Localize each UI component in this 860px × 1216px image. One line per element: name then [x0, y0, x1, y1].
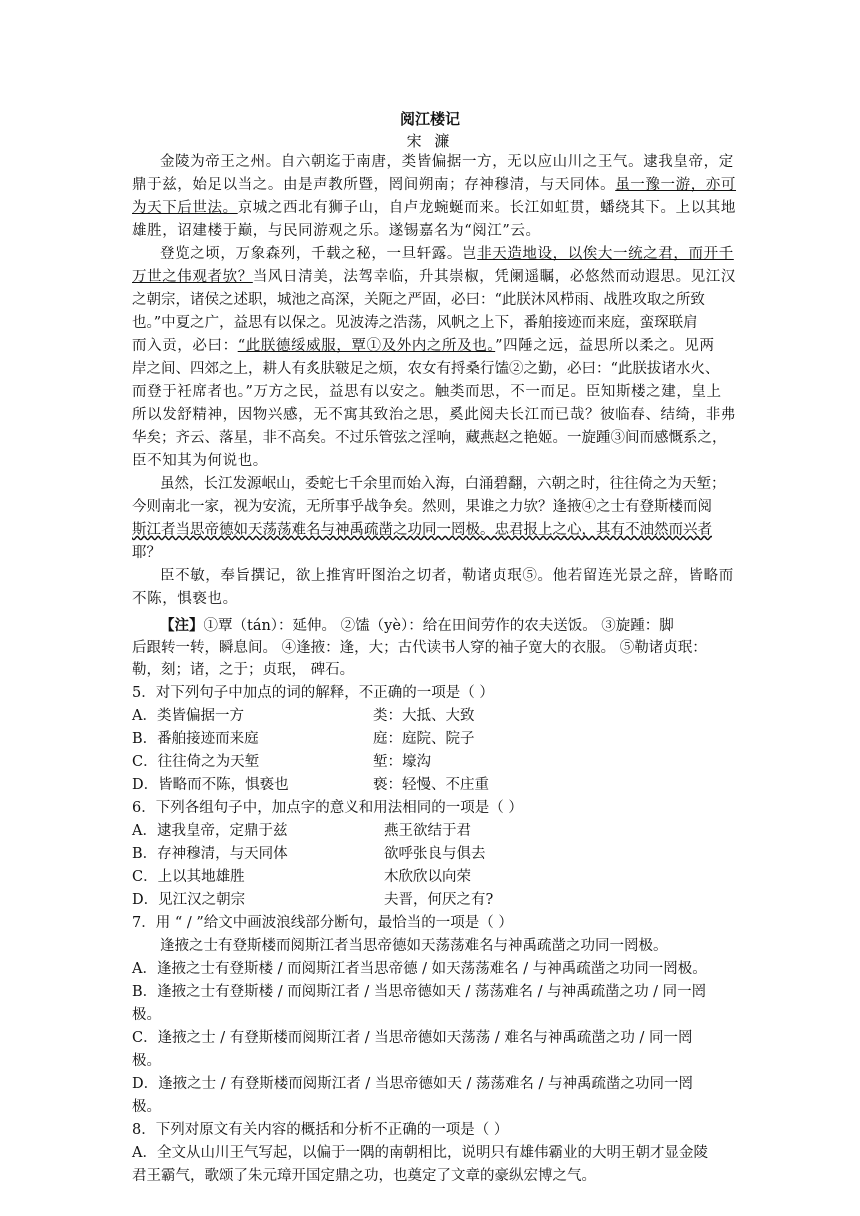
q5-option-d-gloss: 亵：轻慢、不庄重 — [373, 777, 489, 793]
q5-option-c-gloss: 堑：壕沟 — [373, 754, 431, 770]
q6-option-c: C．上以其地雄胜 — [132, 869, 245, 885]
question-8-stem: 8．下列对原文有关内容的概括和分析不正确的一项是（ ） — [132, 1122, 509, 1138]
passage-line: 臣不敏，奉旨撰记，欲上推宵旰图治之切者，勒诸贞珉⑤。他若留连光景之辞，皆略而 — [160, 568, 734, 584]
passage-line — [132, 520, 712, 540]
passage-line: 今则南北一家，视为安流，无所事乎战争矣。然则，果谁之力欤？逢掖④之士有登斯楼而阅 — [132, 499, 712, 515]
passage-line — [160, 244, 734, 264]
q7-option-c-cont: 极。 — [132, 1053, 161, 1069]
q5-option-a-gloss: 类：大抵、大致 — [373, 708, 475, 724]
passage-text: 而入贡，必曰： — [132, 338, 238, 354]
notes-line: 勒，刻；诸，之于；贞珉， 碑石。 — [132, 662, 355, 678]
essay-author: 宋 濂 — [406, 132, 454, 150]
wavy-underlined-sentence: 斯江者当思帝德如天荡荡难名与神禹疏凿之功同一罔极。忠君报上之心，其有不油然而兴者 — [132, 522, 712, 538]
q7-option-c: C．逢掖之士 / 有登斯楼而阅斯江者 / 当思帝德如天荡荡 / 难名与神禹疏凿之功 / 同一罔 — [132, 1030, 693, 1046]
passage-line: 臣不知其为何说也。 — [132, 453, 268, 469]
q7-option-b: B．逢掖之士有登斯楼 / 而阅斯江者 / 当思帝德如天 / 荡荡难名 / 与神禹疏凿之功 / 同一罔 — [132, 984, 707, 1000]
passage-text: 当风日清美，法驾幸临，升其崇椒，凭阑遥瞩，必悠然而动遐思。见江汉 — [252, 269, 737, 285]
passage-line — [132, 336, 715, 356]
essay-title: 阅江楼记 — [399, 110, 460, 128]
notes-label: 【注】 — [160, 617, 204, 634]
passage-line — [132, 267, 736, 287]
question-7-stem: 7．用 “ / ”给文中画波浪线部分断句，最恰当的一项是（ ） — [132, 915, 513, 931]
q5-option-b: B．番舶接迹而来庭 — [132, 731, 259, 747]
passage-line — [132, 175, 736, 195]
q7-option-a: A．逢掖之士有登斯楼 / 而阅斯江者当思帝德 / 如天荡荡难名 / 与神禹疏凿之功同一罔极。 — [132, 961, 707, 977]
passage-line: 雄胜，诏建楼于巅，与民同游观之乐。遂锡嘉名为“阅江”云。 — [132, 223, 541, 239]
q6-option-d-pair: 夫晋，何厌之有? — [384, 892, 494, 908]
q8-option-a-cont: 君王霸气，歌颂了朱元璋开国定鼎之功，也奠定了文章的豪纵宏博之气。 — [132, 1168, 596, 1184]
underlined-sentence: 虽一豫一游，亦可 — [615, 177, 737, 193]
passage-line: 岸之间、四郊之上，耕人有炙肤皲足之烦，农女有捋桑行馌②之勤，必曰：“此朕拔诸水火、 — [132, 361, 720, 377]
question-6-stem: 6．下列各组句子中，加点字的意义和用法相同的一项是（ ） — [132, 800, 523, 816]
passage-line: 之朝宗，诸侯之述职，城池之高深，关阨之严固，必曰：“此朕沐风栉雨、战胜攻取之所致 — [132, 292, 705, 308]
q8-option-a: A．全文从山川王气写起，以偏于一隅的南朝相比，说明只有雄伟霸业的大明王朝才显金陵 — [132, 1145, 708, 1161]
passage-line: 虽然，长江发源岷山，委蛇七千余里而始入海，白涌碧翻，六朝之时，往往倚之为天堑； — [160, 476, 726, 492]
q5-option-c: C．往往倚之为天堑 — [132, 754, 260, 770]
passage-line: 华矣；齐云、落星，非不高矣。不过乐管弦之淫响，藏燕赵之艳姬。一旋踵③间而感慨系之， — [132, 430, 727, 446]
q5-option-b-gloss: 庭：庭院、院子 — [373, 731, 475, 747]
underlined-sentence: 为天下后世法。 — [132, 200, 238, 216]
passage-line: 而登于衽席者也。”万方之民，益思有以安之。触类而思，不一而足。臣知斯楼之建，皇上 — [132, 384, 722, 400]
underlined-sentence: “此朕德绥威服，覃①及外内之所及也。 — [237, 338, 496, 354]
passage-line: 不陈，惧亵也。 — [132, 591, 238, 607]
notes-line — [160, 616, 674, 636]
q7-option-b-cont: 极。 — [132, 1007, 161, 1023]
notes-line: 后跟转一转，瞬息间。 ④逢掖：逢，大；古代读书人穿的袖子宽大的衣服。 ⑤勒诸贞珉： — [132, 640, 707, 656]
underlined-sentence: 万世之伟观者欤？ — [132, 269, 253, 285]
q6-option-d: D．见江汉之朝宗 — [132, 892, 246, 908]
passage-line: 耶？ — [132, 545, 161, 561]
passage-text: 京城之西北有狮子山，自卢龙蜿蜒而来。长江如虹贯，蟠绕其下。上以其地 — [237, 200, 736, 216]
q5-option-a: A．类皆偏据一方 — [132, 708, 244, 724]
q6-option-a: A．逮我皇帝，定鼎于兹 — [132, 823, 288, 839]
passage-line: 所以发舒精神，因物兴感，无不寓其致治之思，奚此阅夫长江而已哉？彼临春、结绮，非弗 — [132, 407, 736, 423]
q6-option-a-pair: 燕王欲结于君 — [384, 823, 471, 839]
q5-option-d: D．皆略而不陈，惧亵也 — [132, 777, 289, 793]
passage-line: 金陵为帝王之州。自六朝迄于南唐，类皆偏据一方，无以应山川之王气。逮我皇帝，定 — [160, 154, 734, 170]
notes-text: ①覃（tán）：延伸。 ②馌（yè）：给在田间劳作的农夫送饭。 ③旋踵：脚 — [203, 618, 674, 634]
q6-option-b-pair: 欲呼张良与俱去 — [384, 846, 486, 862]
passage-text: 登览之顷，万象森列，千载之秘，一旦轩露。岂 — [160, 246, 478, 262]
passage-text: 鼎于兹，始足以当之。由是声教所暨，罔间朔南；存神穆清，与天同体。 — [132, 177, 616, 193]
passage-line: 也。”中夏之广，益思有以保之。见波涛之浩荡，风帆之上下，番舶接迹而来庭，蛮琛联肩 — [132, 315, 698, 331]
underlined-sentence: 非天造地设，以俟大一统之君，而开千 — [477, 246, 734, 262]
q7-option-d-cont: 极。 — [132, 1099, 161, 1115]
q7-option-d: D．逢掖之士 / 有登斯楼而阅斯江者 / 当思帝德如天 / 荡荡难名 / 与神禹疏凿之功同一罔 — [132, 1076, 694, 1092]
question-5-stem: 5．对下列句子中加点的词的解释，不正确的一项是（ ） — [132, 685, 494, 701]
q6-option-b: B．存神穆清，与天同体 — [132, 846, 288, 862]
passage-line — [132, 198, 736, 218]
q6-option-c-pair: 木欣欣以向荣 — [384, 869, 471, 885]
passage-text: ”四陲之远，益思所以柔之。见两 — [495, 338, 715, 354]
q7-sentence: 逢掖之士有登斯楼而阅斯江者当思帝德如天荡荡难名与神禹疏凿之功同一罔极。 — [160, 938, 668, 954]
